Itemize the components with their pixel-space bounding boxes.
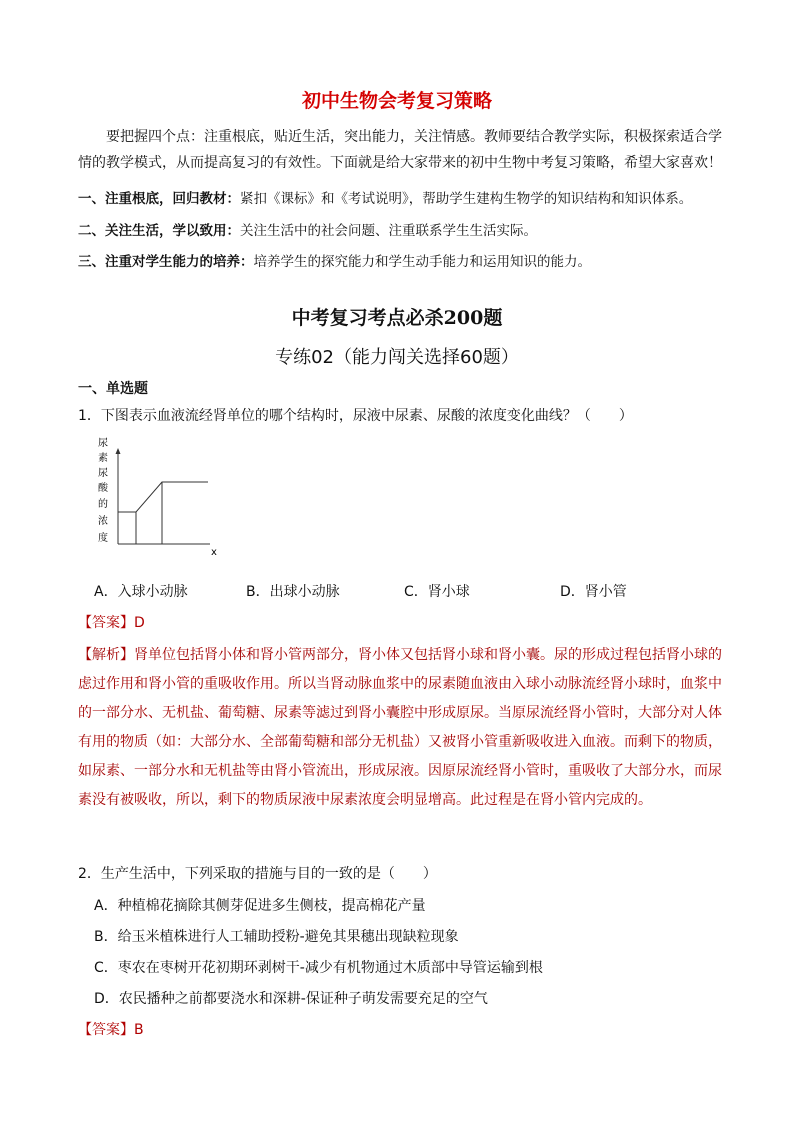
y-axis-label-char: 素 — [98, 453, 108, 464]
policy-label: 二、关注生活，学以致用： — [78, 223, 240, 239]
policy-item-3 — [78, 250, 738, 270]
question-2-stem: 2．生产生活中，下列采取的措施与目的一致的是（ ） — [78, 866, 437, 882]
answer-value: B — [134, 1022, 144, 1038]
x-axis-label: x — [211, 547, 217, 558]
option-b: B．给玉米植株进行人工辅助授粉-避免其果穗出现缺粒现象 — [94, 929, 459, 945]
option-a: A．种植棉花摘除其侧芽促进多生侧枝，提高棉花产量 — [94, 898, 426, 914]
y-axis-label-char: 尿 — [98, 468, 108, 479]
question-1-stem: 1．下图表示血液流经肾单位的哪个结构时，尿液中尿素、尿酸的浓度变化曲线？（ ） — [78, 408, 633, 424]
y-axis-label-char: 的 — [98, 499, 108, 510]
option-a: A．入球小动脉 — [94, 584, 188, 600]
page-title: 初中生物会考复习策略 — [301, 90, 492, 112]
y-axis-label — [98, 437, 109, 544]
option-d: D．农民播种之前都要浇水和深耕-保证种子萌发需要充足的空气 — [94, 991, 488, 1007]
question-2-answer — [78, 1019, 144, 1039]
option-d: D．肾小管 — [560, 584, 627, 600]
exam-title: 中考复习考点必杀200题 — [291, 307, 503, 329]
policy-label: 三、注重对学生能力的培养： — [78, 254, 254, 270]
analysis-text: 肾单位包括肾小体和肾小管两部分，肾小体又包括肾小球和肾小囊。尿的形成过程包括肾小球的虑过作用和肾小管的重吸收作用。所以当肾动脉血浆中的尿素随血液由入球小动脉流经肾小球时，血浆中的一部分水、无机盐、葡萄糖、尿素等滤过到肾小囊腔中形成原尿。当原尿流经肾小管时，大部分对人体有用的物质（如：大部分水、全部葡萄糖和部分无机盐）又被肾小管重新吸收进入血液。而剩下的物质，如尿素、一部分水和无机盐等由肾小管流出，形成尿液。因原尿流经肾小管时，重吸收了大部分水，而尿素没有被吸收，所以，剩下的物质尿液中尿素浓度会明显增高。此过程是在肾小管内完成的。 — [78, 647, 722, 808]
analysis-tag: 【解析】 — [78, 647, 134, 663]
y-axis-label-char: 酸 — [98, 483, 108, 494]
policy-label: 一、注重根底，回归教材： — [78, 191, 240, 207]
policy-item-1 — [78, 187, 738, 207]
policy-text: 紧扣《课标》和《考试说明》，帮助学生建构生物学的知识结构和知识体系。 — [240, 191, 693, 207]
y-axis-arrow — [116, 448, 121, 454]
answer-tag: 【答案】 — [78, 1022, 134, 1038]
concentration-curve — [118, 482, 208, 512]
section-heading: 一、单选题 — [78, 381, 148, 397]
option-c: C．肾小球 — [404, 584, 470, 600]
intro-paragraph: 要把握四个点：注重根底，贴近生活，突出能力，关注情感。教师要结合教学实际，积极探索适合学情的教学模式，从而提高复习的有效性。下面就是给大家带来的初中生物中考复习策略，希望大家喜欢！ — [78, 129, 722, 171]
policy-text: 关注生活中的社会问题、注重联系学生生活实际。 — [240, 223, 537, 239]
answer-tag: 【答案】 — [78, 615, 134, 631]
question-1-answer — [78, 612, 145, 632]
option-b: B．出球小动脉 — [246, 584, 340, 600]
question-1-analysis — [78, 641, 728, 815]
policy-text: 培养学生的探究能力和学生动手能力和运用知识的能力。 — [253, 254, 591, 270]
y-axis-label-char: 尿 — [98, 438, 108, 449]
concentration-curve-figure — [90, 432, 230, 562]
policy-item-2 — [78, 219, 738, 239]
y-axis-label-char: 度 — [98, 533, 108, 544]
option-c: C．枣农在枣树开花初期环剥树干-减少有机物通过木质部中导管运输到根 — [94, 960, 543, 976]
exam-subtitle: 专练02（能力闯关选择60题） — [275, 347, 519, 368]
answer-value: D — [134, 615, 145, 631]
y-axis-label-char: 浓 — [98, 516, 108, 527]
